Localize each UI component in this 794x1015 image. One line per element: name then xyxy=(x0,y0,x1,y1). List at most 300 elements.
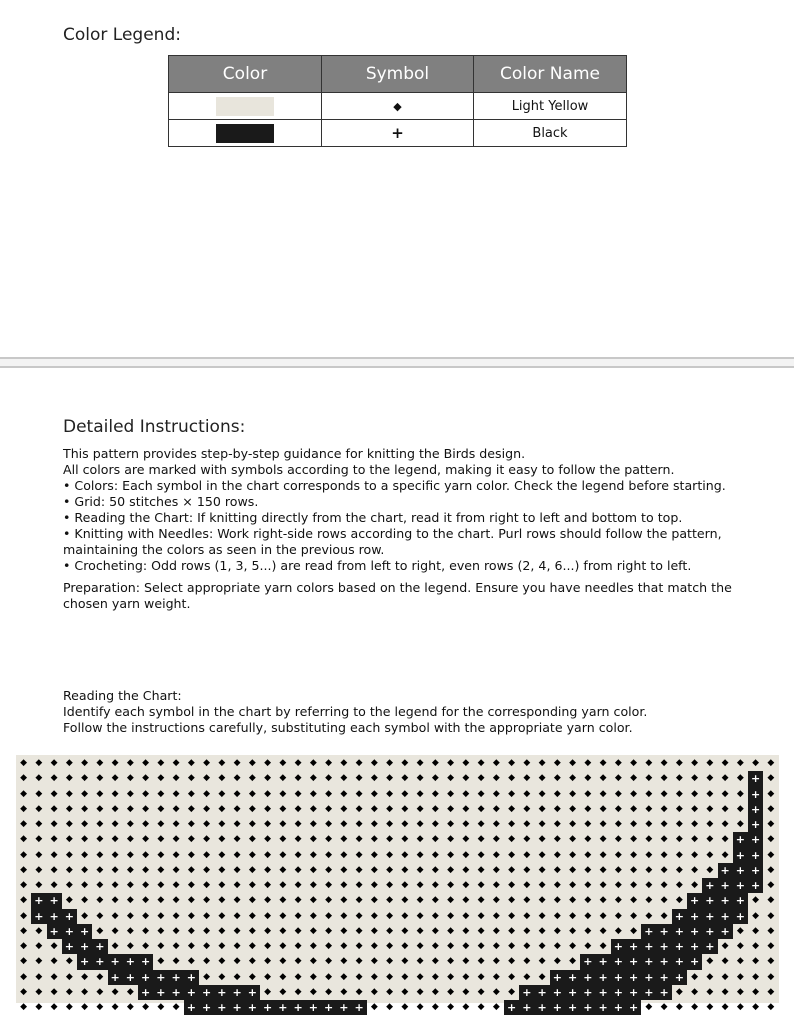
stitch-light-yellow: ◆ xyxy=(309,803,317,814)
stitch-light-yellow: ◆ xyxy=(126,941,134,952)
stitch-black: + xyxy=(718,909,733,924)
stitch-light-yellow: ◆ xyxy=(431,971,439,982)
stitch-light-yellow: ◆ xyxy=(355,773,363,784)
stitch-light-yellow: ◆ xyxy=(614,880,622,891)
stitch-light-yellow: ◆ xyxy=(264,925,272,936)
stitch-light-yellow: ◆ xyxy=(355,925,363,936)
stitch-light-yellow: ◆ xyxy=(309,956,317,967)
stitch-light-yellow: ◆ xyxy=(447,1002,455,1013)
stitch-light-yellow: ◆ xyxy=(35,834,43,845)
stitch-light-yellow: ◆ xyxy=(218,758,226,769)
stitch-light-yellow: ◆ xyxy=(111,895,119,906)
stitch-black: + xyxy=(31,893,46,908)
stitch-light-yellow: ◆ xyxy=(416,895,424,906)
stitch-light-yellow: ◆ xyxy=(20,880,28,891)
stitch-light-yellow: ◆ xyxy=(691,834,699,845)
stitch-black: + xyxy=(230,1000,245,1015)
stitch-black: + xyxy=(550,970,565,985)
stitch-light-yellow: ◆ xyxy=(645,895,653,906)
stitch-light-yellow: ◆ xyxy=(508,971,516,982)
stitch-black: + xyxy=(138,985,153,1000)
stitch-light-yellow: ◆ xyxy=(721,941,729,952)
stitch-light-yellow: ◆ xyxy=(203,864,211,875)
stitch-light-yellow: ◆ xyxy=(508,895,516,906)
stitch-light-yellow: ◆ xyxy=(264,803,272,814)
stitch-light-yellow: ◆ xyxy=(172,864,180,875)
stitch-light-yellow: ◆ xyxy=(248,864,256,875)
stitch-light-yellow: ◆ xyxy=(279,941,287,952)
stitch-light-yellow: ◆ xyxy=(233,956,241,967)
stitch-light-yellow: ◆ xyxy=(447,788,455,799)
stitch-black: + xyxy=(565,970,580,985)
stitch-black: + xyxy=(596,954,611,969)
stitch-light-yellow: ◆ xyxy=(767,895,775,906)
stitch-light-yellow: ◆ xyxy=(569,941,577,952)
stitch-light-yellow: ◆ xyxy=(401,880,409,891)
stitch-light-yellow: ◆ xyxy=(416,849,424,860)
stitch-light-yellow: ◆ xyxy=(111,803,119,814)
stitch-light-yellow: ◆ xyxy=(675,788,683,799)
stitch-black: + xyxy=(580,970,595,985)
stitch-light-yellow: ◆ xyxy=(691,849,699,860)
stitch-light-yellow: ◆ xyxy=(203,925,211,936)
color-name: Light Yellow xyxy=(474,93,627,120)
instructions-title: Detailed Instructions: xyxy=(63,417,246,437)
stitch-light-yellow: ◆ xyxy=(523,834,531,845)
stitch-black: + xyxy=(718,863,733,878)
stitch-light-yellow: ◆ xyxy=(370,925,378,936)
stitch-light-yellow: ◆ xyxy=(386,803,394,814)
stitch-light-yellow: ◆ xyxy=(736,819,744,830)
stitch-light-yellow: ◆ xyxy=(81,895,89,906)
stitch-light-yellow: ◆ xyxy=(538,788,546,799)
stitch-light-yellow: ◆ xyxy=(721,773,729,784)
stitch-light-yellow: ◆ xyxy=(706,864,714,875)
stitch-black: + xyxy=(77,924,92,939)
legend-header-row xyxy=(169,56,627,93)
stitch-light-yellow: ◆ xyxy=(172,803,180,814)
stitch-light-yellow: ◆ xyxy=(325,895,333,906)
stitch-light-yellow: ◆ xyxy=(355,971,363,982)
stitch-light-yellow: ◆ xyxy=(65,849,73,860)
stitch-black: + xyxy=(138,970,153,985)
stitch-light-yellow: ◆ xyxy=(294,849,302,860)
stitch-light-yellow: ◆ xyxy=(462,956,470,967)
stitch-light-yellow: ◆ xyxy=(721,834,729,845)
stitch-light-yellow: ◆ xyxy=(431,986,439,997)
stitch-black: + xyxy=(123,954,138,969)
stitch-light-yellow: ◆ xyxy=(264,849,272,860)
stitch-light-yellow: ◆ xyxy=(233,788,241,799)
instruction-line: • Knitting with Needles: Work right-side rows according to the chart. Purl rows should follow the pattern, maintaining the colors as seen in the previous row. xyxy=(63,526,722,557)
stitch-light-yellow: ◆ xyxy=(35,971,43,982)
stitch-light-yellow: ◆ xyxy=(309,758,317,769)
stitch-light-yellow: ◆ xyxy=(325,925,333,936)
instruction-line: This pattern provides step-by-step guidance for knitting the Birds design. xyxy=(63,446,526,461)
stitch-light-yellow: ◆ xyxy=(462,803,470,814)
stitch-light-yellow: ◆ xyxy=(477,925,485,936)
stitch-light-yellow: ◆ xyxy=(187,925,195,936)
stitch-light-yellow: ◆ xyxy=(126,773,134,784)
stitch-black: + xyxy=(214,1000,229,1015)
stitch-black: + xyxy=(733,909,748,924)
stitch-light-yellow: ◆ xyxy=(447,758,455,769)
stitch-light-yellow: ◆ xyxy=(370,941,378,952)
stitch-black: + xyxy=(535,1000,550,1015)
stitch-light-yellow: ◆ xyxy=(233,925,241,936)
stitch-light-yellow: ◆ xyxy=(65,956,73,967)
stitch-black: + xyxy=(535,985,550,1000)
stitch-light-yellow: ◆ xyxy=(203,819,211,830)
stitch-light-yellow: ◆ xyxy=(401,971,409,982)
stitch-light-yellow: ◆ xyxy=(569,758,577,769)
stitch-light-yellow: ◆ xyxy=(309,819,317,830)
stitch-light-yellow: ◆ xyxy=(203,880,211,891)
stitch-light-yellow: ◆ xyxy=(538,834,546,845)
stitch-black: + xyxy=(626,970,641,985)
stitch-light-yellow: ◆ xyxy=(142,773,150,784)
stitch-light-yellow: ◆ xyxy=(218,925,226,936)
stitch-light-yellow: ◆ xyxy=(538,956,546,967)
stitch-black: + xyxy=(718,893,733,908)
stitch-light-yellow: ◆ xyxy=(492,925,500,936)
stitch-light-yellow: ◆ xyxy=(248,834,256,845)
stitch-light-yellow: ◆ xyxy=(35,956,43,967)
stitch-light-yellow: ◆ xyxy=(81,773,89,784)
stitch-light-yellow: ◆ xyxy=(65,880,73,891)
stitch-light-yellow: ◆ xyxy=(309,925,317,936)
stitch-light-yellow: ◆ xyxy=(325,788,333,799)
stitch-light-yellow: ◆ xyxy=(675,758,683,769)
stitch-light-yellow: ◆ xyxy=(538,758,546,769)
stitch-light-yellow: ◆ xyxy=(584,849,592,860)
stitch-light-yellow: ◆ xyxy=(386,910,394,921)
stitch-light-yellow: ◆ xyxy=(81,864,89,875)
stitch-light-yellow: ◆ xyxy=(309,910,317,921)
stitch-light-yellow: ◆ xyxy=(691,1002,699,1013)
stitch-light-yellow: ◆ xyxy=(386,819,394,830)
stitch-light-yellow: ◆ xyxy=(203,941,211,952)
stitch-light-yellow: ◆ xyxy=(492,986,500,997)
stitch-light-yellow: ◆ xyxy=(492,819,500,830)
stitch-light-yellow: ◆ xyxy=(431,880,439,891)
stitch-black: + xyxy=(184,985,199,1000)
stitch-light-yellow: ◆ xyxy=(553,956,561,967)
legend-row xyxy=(169,93,627,120)
stitch-light-yellow: ◆ xyxy=(660,758,668,769)
stitch-light-yellow: ◆ xyxy=(706,849,714,860)
stitch-light-yellow: ◆ xyxy=(416,986,424,997)
stitch-light-yellow: ◆ xyxy=(401,910,409,921)
stitch-light-yellow: ◆ xyxy=(279,986,287,997)
stitch-light-yellow: ◆ xyxy=(309,941,317,952)
stitch-light-yellow: ◆ xyxy=(736,925,744,936)
stitch-light-yellow: ◆ xyxy=(187,864,195,875)
stitch-light-yellow: ◆ xyxy=(584,788,592,799)
stitch-light-yellow: ◆ xyxy=(736,986,744,997)
stitch-light-yellow: ◆ xyxy=(660,864,668,875)
stitch-light-yellow: ◆ xyxy=(584,758,592,769)
stitch-light-yellow: ◆ xyxy=(736,971,744,982)
stitch-light-yellow: ◆ xyxy=(203,758,211,769)
stitch-light-yellow: ◆ xyxy=(233,880,241,891)
stitch-black: + xyxy=(108,970,123,985)
stitch-light-yellow: ◆ xyxy=(126,819,134,830)
stitch-light-yellow: ◆ xyxy=(523,925,531,936)
stitch-black: + xyxy=(230,985,245,1000)
stitch-light-yellow: ◆ xyxy=(584,941,592,952)
stitch-light-yellow: ◆ xyxy=(477,803,485,814)
stitch-light-yellow: ◆ xyxy=(172,849,180,860)
stitch-light-yellow: ◆ xyxy=(401,1002,409,1013)
stitch-light-yellow: ◆ xyxy=(447,956,455,967)
stitch-black: + xyxy=(657,924,672,939)
stitch-black: + xyxy=(123,970,138,985)
stitch-light-yellow: ◆ xyxy=(767,880,775,891)
stitch-light-yellow: ◆ xyxy=(553,895,561,906)
color-swatch xyxy=(216,124,274,143)
stitch-light-yellow: ◆ xyxy=(645,773,653,784)
stitch-light-yellow: ◆ xyxy=(96,895,104,906)
stitch-light-yellow: ◆ xyxy=(508,910,516,921)
stitch-black: + xyxy=(687,909,702,924)
stitch-light-yellow: ◆ xyxy=(614,803,622,814)
stitch-light-yellow: ◆ xyxy=(675,819,683,830)
stitch-black: + xyxy=(687,893,702,908)
stitch-light-yellow: ◆ xyxy=(706,758,714,769)
stitch-light-yellow: ◆ xyxy=(462,1002,470,1013)
stitch-light-yellow: ◆ xyxy=(767,834,775,845)
stitch-light-yellow: ◆ xyxy=(264,910,272,921)
stitch-light-yellow: ◆ xyxy=(340,834,348,845)
stitch-light-yellow: ◆ xyxy=(309,971,317,982)
stitch-light-yellow: ◆ xyxy=(660,819,668,830)
stitch-black: + xyxy=(169,970,184,985)
stitch-light-yellow: ◆ xyxy=(462,971,470,982)
stitch-light-yellow: ◆ xyxy=(416,819,424,830)
stitch-light-yellow: ◆ xyxy=(462,925,470,936)
stitch-light-yellow: ◆ xyxy=(370,986,378,997)
stitch-light-yellow: ◆ xyxy=(599,803,607,814)
stitch-light-yellow: ◆ xyxy=(538,895,546,906)
stitch-light-yellow: ◆ xyxy=(416,758,424,769)
stitch-light-yellow: ◆ xyxy=(691,819,699,830)
stitch-light-yellow: ◆ xyxy=(50,956,58,967)
stitch-light-yellow: ◆ xyxy=(645,864,653,875)
stitch-black: + xyxy=(748,787,763,802)
stitch-light-yellow: ◆ xyxy=(233,971,241,982)
stitch-light-yellow: ◆ xyxy=(279,956,287,967)
stitch-light-yellow: ◆ xyxy=(248,758,256,769)
stitch-light-yellow: ◆ xyxy=(187,803,195,814)
stitch-light-yellow: ◆ xyxy=(752,986,760,997)
stitch-light-yellow: ◆ xyxy=(508,773,516,784)
stitch-light-yellow: ◆ xyxy=(187,788,195,799)
stitch-black: + xyxy=(199,985,214,1000)
stitch-light-yellow: ◆ xyxy=(553,941,561,952)
stitch-light-yellow: ◆ xyxy=(386,788,394,799)
preparation-text: Preparation: Select appropriate yarn colors based on the legend. Ensure you have needles that match the chosen yarn weight. xyxy=(63,580,732,611)
stitch-light-yellow: ◆ xyxy=(20,864,28,875)
stitch-black: + xyxy=(565,1000,580,1015)
stitch-light-yellow: ◆ xyxy=(370,803,378,814)
stitch-light-yellow: ◆ xyxy=(401,803,409,814)
stitch-black: + xyxy=(626,939,641,954)
stitch-light-yellow: ◆ xyxy=(126,895,134,906)
stitch-light-yellow: ◆ xyxy=(157,895,165,906)
stitch-light-yellow: ◆ xyxy=(126,925,134,936)
legend-title: Color Legend: xyxy=(63,25,181,45)
stitch-light-yellow: ◆ xyxy=(477,788,485,799)
stitch-light-yellow: ◆ xyxy=(279,758,287,769)
stitch-light-yellow: ◆ xyxy=(447,803,455,814)
stitch-light-yellow: ◆ xyxy=(294,803,302,814)
stitch-light-yellow: ◆ xyxy=(675,849,683,860)
stitch-black: + xyxy=(641,939,656,954)
stitch-black: + xyxy=(580,954,595,969)
stitch-light-yellow: ◆ xyxy=(767,788,775,799)
header-color-name: Color Name xyxy=(474,56,627,93)
stitch-light-yellow: ◆ xyxy=(309,834,317,845)
stitch-black: + xyxy=(245,1000,260,1015)
stitch-light-yellow: ◆ xyxy=(264,895,272,906)
stitch-light-yellow: ◆ xyxy=(477,895,485,906)
stitch-light-yellow: ◆ xyxy=(721,986,729,997)
stitch-black: + xyxy=(657,939,672,954)
stitch-light-yellow: ◆ xyxy=(340,971,348,982)
stitch-light-yellow: ◆ xyxy=(660,803,668,814)
stitch-light-yellow: ◆ xyxy=(492,849,500,860)
stitch-light-yellow: ◆ xyxy=(370,1002,378,1013)
stitch-black: + xyxy=(169,985,184,1000)
stitch-black: + xyxy=(748,771,763,786)
stitch-light-yellow: ◆ xyxy=(264,819,272,830)
stitch-light-yellow: ◆ xyxy=(264,956,272,967)
stitch-light-yellow: ◆ xyxy=(172,895,180,906)
stitch-light-yellow: ◆ xyxy=(614,910,622,921)
stitch-light-yellow: ◆ xyxy=(294,956,302,967)
stitch-light-yellow: ◆ xyxy=(50,834,58,845)
stitch-light-yellow: ◆ xyxy=(111,986,119,997)
stitch-black: + xyxy=(733,878,748,893)
stitch-light-yellow: ◆ xyxy=(218,864,226,875)
stitch-light-yellow: ◆ xyxy=(553,925,561,936)
stitch-light-yellow: ◆ xyxy=(157,956,165,967)
stitch-light-yellow: ◆ xyxy=(538,880,546,891)
stitch-light-yellow: ◆ xyxy=(447,880,455,891)
stitch-light-yellow: ◆ xyxy=(126,880,134,891)
page-gap xyxy=(0,359,794,366)
stitch-light-yellow: ◆ xyxy=(35,986,43,997)
stitch-light-yellow: ◆ xyxy=(401,773,409,784)
stitch-light-yellow: ◆ xyxy=(142,864,150,875)
stitch-light-yellow: ◆ xyxy=(20,849,28,860)
stitch-light-yellow: ◆ xyxy=(416,941,424,952)
stitch-light-yellow: ◆ xyxy=(538,910,546,921)
stitch-light-yellow: ◆ xyxy=(218,788,226,799)
stitch-light-yellow: ◆ xyxy=(386,834,394,845)
stitch-light-yellow: ◆ xyxy=(462,895,470,906)
stitch-light-yellow: ◆ xyxy=(81,1002,89,1013)
stitch-light-yellow: ◆ xyxy=(386,956,394,967)
stitch-light-yellow: ◆ xyxy=(584,925,592,936)
stitch-black: + xyxy=(626,1000,641,1015)
stitch-light-yellow: ◆ xyxy=(233,895,241,906)
stitch-light-yellow: ◆ xyxy=(401,925,409,936)
stitch-light-yellow: ◆ xyxy=(630,803,638,814)
stitch-light-yellow: ◆ xyxy=(50,986,58,997)
stitch-black: + xyxy=(718,878,733,893)
stitch-light-yellow: ◆ xyxy=(50,971,58,982)
stitch-light-yellow: ◆ xyxy=(492,910,500,921)
stitch-light-yellow: ◆ xyxy=(645,834,653,845)
stitch-light-yellow: ◆ xyxy=(416,803,424,814)
stitch-light-yellow: ◆ xyxy=(584,910,592,921)
stitch-black: + xyxy=(519,985,534,1000)
stitch-light-yellow: ◆ xyxy=(355,864,363,875)
stitch-light-yellow: ◆ xyxy=(325,986,333,997)
stitch-light-yellow: ◆ xyxy=(416,773,424,784)
stitch-light-yellow: ◆ xyxy=(96,880,104,891)
stitch-light-yellow: ◆ xyxy=(767,910,775,921)
stitch-light-yellow: ◆ xyxy=(218,834,226,845)
stitch-light-yellow: ◆ xyxy=(370,880,378,891)
stitch-light-yellow: ◆ xyxy=(752,758,760,769)
stitch-light-yellow: ◆ xyxy=(157,925,165,936)
stitch-light-yellow: ◆ xyxy=(401,986,409,997)
stitch-light-yellow: ◆ xyxy=(20,834,28,845)
stitch-light-yellow: ◆ xyxy=(386,1002,394,1013)
stitch-light-yellow: ◆ xyxy=(81,880,89,891)
stitch-light-yellow: ◆ xyxy=(767,1002,775,1013)
stitch-light-yellow: ◆ xyxy=(35,849,43,860)
stitch-light-yellow: ◆ xyxy=(675,834,683,845)
stitch-light-yellow: ◆ xyxy=(355,986,363,997)
stitch-black: + xyxy=(702,939,717,954)
stitch-light-yellow: ◆ xyxy=(431,956,439,967)
stitch-light-yellow: ◆ xyxy=(630,895,638,906)
stitch-light-yellow: ◆ xyxy=(111,864,119,875)
stitch-light-yellow: ◆ xyxy=(614,758,622,769)
stitch-light-yellow: ◆ xyxy=(279,788,287,799)
stitch-black: + xyxy=(550,985,565,1000)
stitch-light-yellow: ◆ xyxy=(599,819,607,830)
stitch-light-yellow: ◆ xyxy=(309,773,317,784)
stitch-light-yellow: ◆ xyxy=(630,910,638,921)
stitch-light-yellow: ◆ xyxy=(599,910,607,921)
stitch-light-yellow: ◆ xyxy=(325,956,333,967)
stitch-light-yellow: ◆ xyxy=(35,880,43,891)
stitch-light-yellow: ◆ xyxy=(614,819,622,830)
stitch-light-yellow: ◆ xyxy=(752,941,760,952)
stitch-light-yellow: ◆ xyxy=(462,910,470,921)
stitch-light-yellow: ◆ xyxy=(279,849,287,860)
stitch-light-yellow: ◆ xyxy=(279,834,287,845)
stitch-light-yellow: ◆ xyxy=(264,880,272,891)
stitch-light-yellow: ◆ xyxy=(370,971,378,982)
stitch-light-yellow: ◆ xyxy=(691,986,699,997)
stitch-light-yellow: ◆ xyxy=(157,941,165,952)
stitch-light-yellow: ◆ xyxy=(431,788,439,799)
stitch-light-yellow: ◆ xyxy=(416,956,424,967)
stitch-light-yellow: ◆ xyxy=(660,910,668,921)
stitch-light-yellow: ◆ xyxy=(187,773,195,784)
stitch-light-yellow: ◆ xyxy=(370,895,378,906)
stitch-light-yellow: ◆ xyxy=(523,895,531,906)
stitch-black: + xyxy=(596,985,611,1000)
stitch-black: + xyxy=(291,1000,306,1015)
stitch-light-yellow: ◆ xyxy=(706,1002,714,1013)
